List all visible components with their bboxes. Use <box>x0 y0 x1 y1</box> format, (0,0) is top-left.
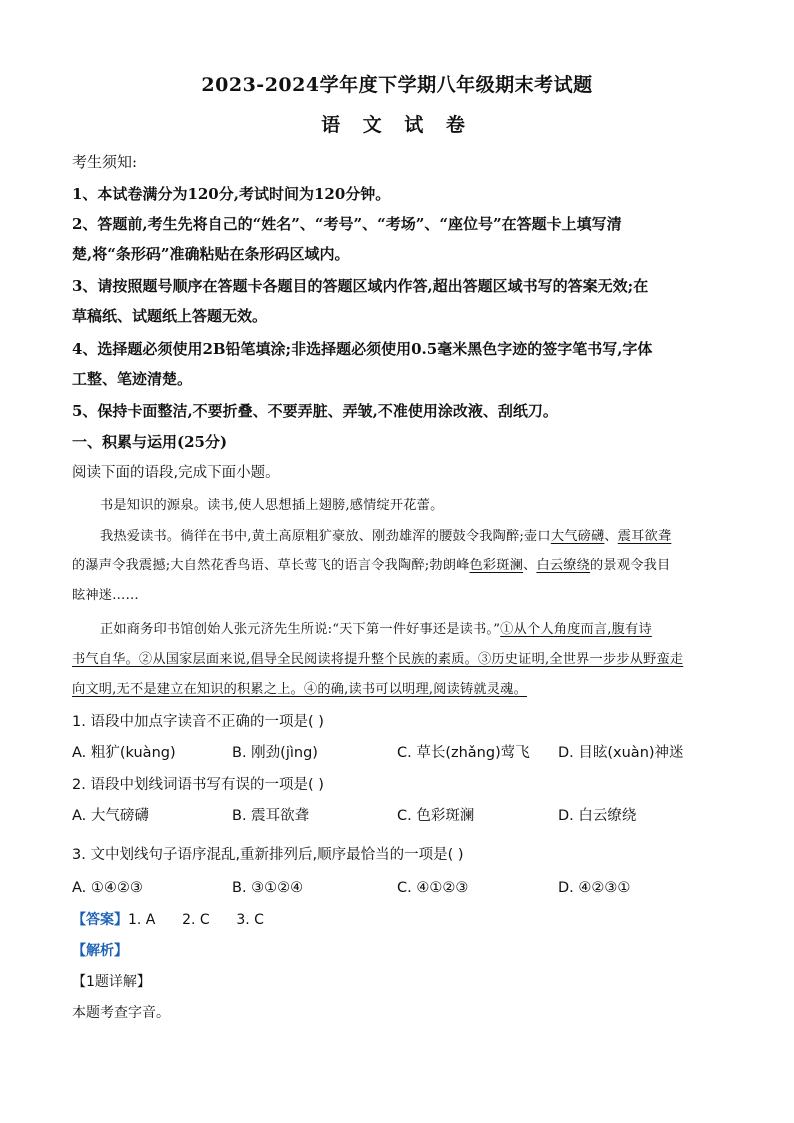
answer-label: 【答案】 <box>72 912 128 928</box>
underlined-phrase: 震耳欲聋 <box>617 529 672 544</box>
passage-paragraph-2-end: 眩神迷…… <box>72 588 139 603</box>
detail-label: 【1题详解】 <box>72 974 151 990</box>
answer-values: 1. A 2. C 3. C <box>128 912 264 928</box>
underlined-phrase: 白云缭绕 <box>536 558 591 573</box>
option-a: A. 粗犷(kuàng) <box>72 745 176 761</box>
option-b: B. 震耳欲聋 <box>232 808 310 824</box>
notice-item: 楚,将“条形码”准确粘贴在条形码区域内。 <box>72 245 350 263</box>
option-b: B. 刚劲(jìng) <box>232 745 318 761</box>
notice-item: 2、答题前,考生先将自己的“姓名”、“考号”、“考场”、“座位号”在答题卡上填写清 <box>72 215 622 233</box>
option-b: B. ③①②④ <box>232 880 304 896</box>
passage-paragraph-2: 我热爱读书。徜徉在书中,黄土高原粗犷豪放、刚劲雄浑的腰鼓令我陶醉;壶口大气磅礴、震耳欲聋 <box>100 529 672 544</box>
question-1-stem: 1. 语段中加点字读音不正确的一项是( ) <box>72 714 324 730</box>
option-c: C. ④①②③ <box>397 880 469 896</box>
answer-line <box>72 910 722 930</box>
option-a: A. ①④②③ <box>72 880 143 896</box>
option-d: D. 白云缭绕 <box>558 808 637 824</box>
underlined-phrase: 大气磅礴 <box>550 529 605 544</box>
notice-item: 5、保持卡面整洁,不要折叠、不要弄脏、弄皱,不准使用涂改液、刮纸刀。 <box>72 402 558 420</box>
analysis-label: 【解析】 <box>72 943 128 959</box>
notice-item: 草稿纸、试题纸上答题无效。 <box>72 307 268 325</box>
option-d: D. ④②③① <box>558 880 631 896</box>
exam-subtitle: 语 文 试 卷 <box>321 114 473 136</box>
underlined-sentence: 书气自华。②从国家层面来说,倡导全民阅读将提升整个民族的素质。③历史证明,全世界一步步从野蛮走 <box>72 652 684 667</box>
notice-item: 4、选择题必须使用2B铅笔填涂;非选择题必须使用0.5毫米黑色字迹的签字笔书写,字体 <box>72 340 653 358</box>
underlined-sentence: 向文明,无不是建立在知识的积累之上。④的确,读书可以明理,阅读铸就灵魂。 <box>72 682 527 697</box>
option-a: A. 大气磅礴 <box>72 808 149 824</box>
notice-heading: 考生须知: <box>72 153 138 171</box>
underlined-phrase: 色彩斑澜 <box>469 558 524 573</box>
notice-item: 3、请按照题号顺序在答题卡各题目的答题区域内作答,超出答题区域书写的答案无效;在 <box>72 277 649 295</box>
section-heading: 一、积累与运用(25分) <box>72 433 228 451</box>
passage-paragraph-2-cont: 的瀑声令我震撼;大自然花香鸟语、草长莺飞的语言令我陶醉;勃朗峰色彩斑澜、白云缭绕的景观令我目 <box>72 558 671 573</box>
option-c: C. 色彩斑澜 <box>397 808 475 824</box>
notice-item: 工整、笔迹清楚。 <box>72 370 193 388</box>
exam-title: 2023-2024学年度下学期八年级期末考试题 <box>201 74 593 96</box>
reading-instruction: 阅读下面的语段,完成下面小题。 <box>72 465 280 481</box>
underlined-sentence: ①从个人角度而言,腹有诗 <box>500 622 652 637</box>
option-d: D. 目眩(xuàn)神迷 <box>558 745 684 761</box>
passage-paragraph-3: 正如商务印书馆创始人张元济先生所说:“天下第一件好事还是读书。”①从个人角度而言,腹有诗 <box>100 622 652 637</box>
notice-item: 1、本试卷满分为120分,考试时间为120分钟。 <box>72 185 391 203</box>
question-2-stem: 2. 语段中划线词语书写有误的一项是( ) <box>72 777 324 793</box>
passage-paragraph-1: 书是知识的源泉。读书,使人思想插上翅膀,感情绽开花蕾。 <box>100 498 444 513</box>
question-3-stem: 3. 文中划线句子语序混乱,重新排列后,顺序最恰当的一项是( ) <box>72 847 464 863</box>
option-c: C. 草长(zhǎng)莺飞 <box>397 745 530 761</box>
detail-text: 本题考查字音。 <box>72 1005 170 1021</box>
